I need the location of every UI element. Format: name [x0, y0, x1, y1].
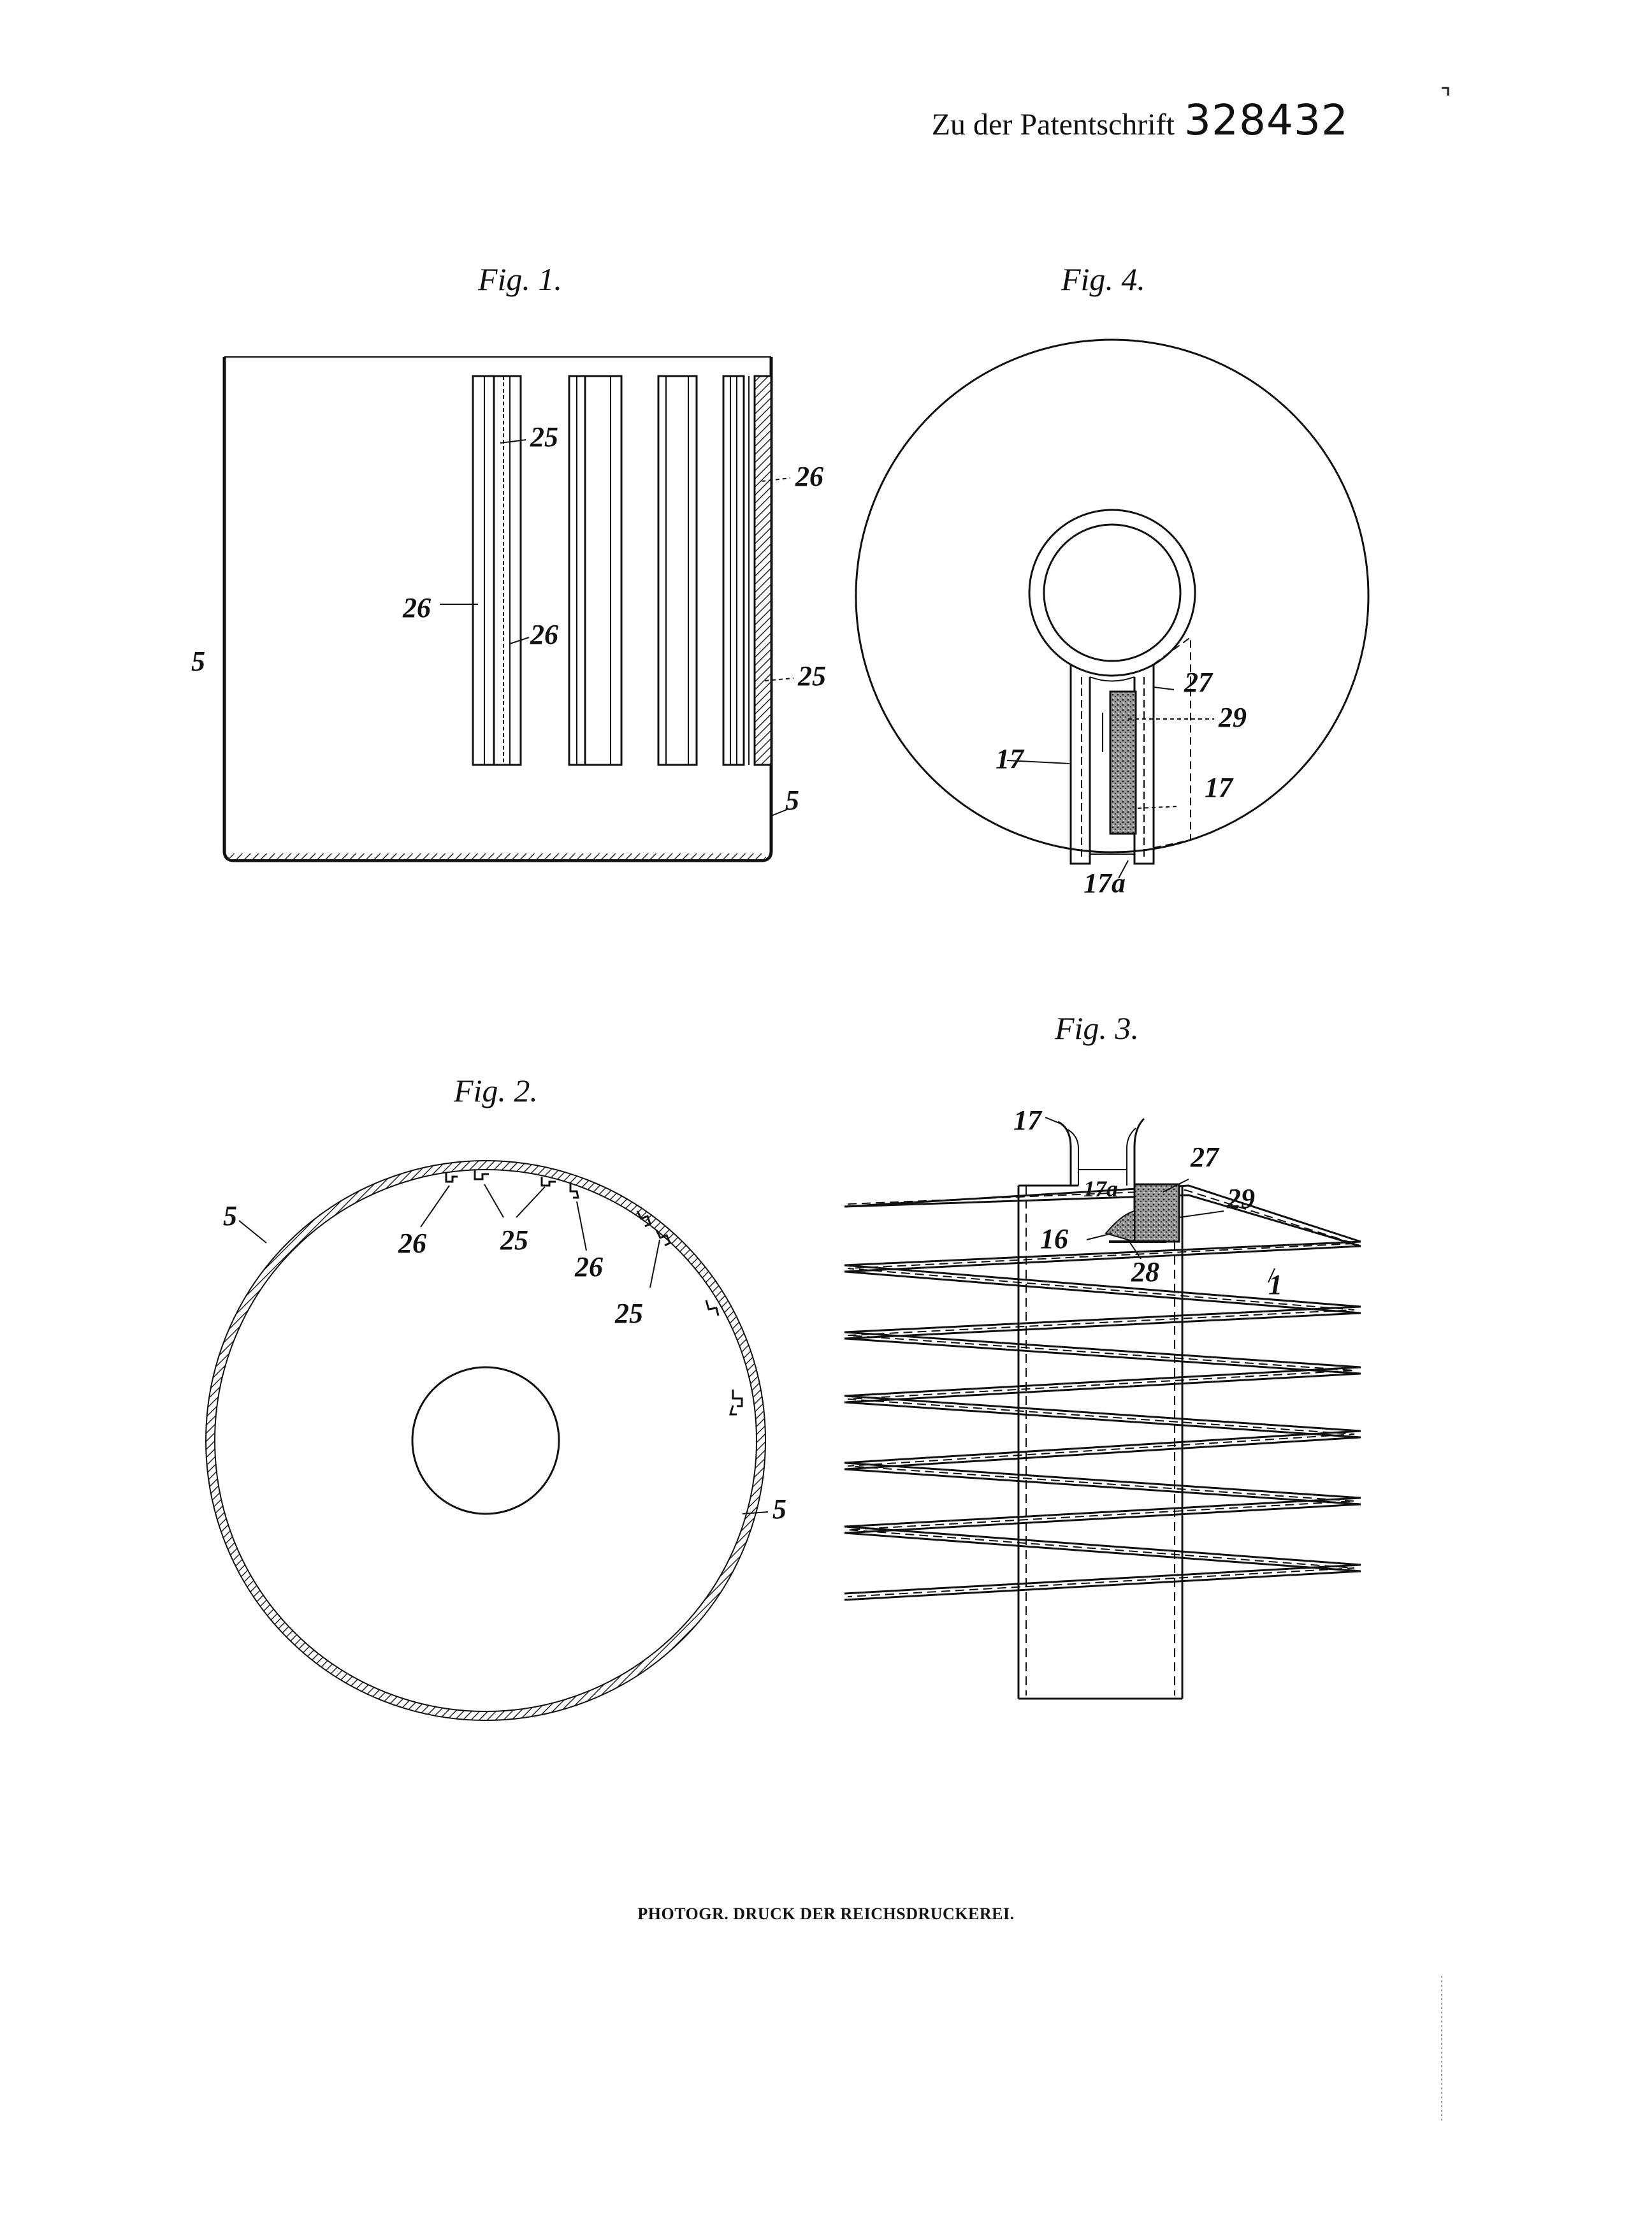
fig2-label-26-right: 26 [575, 1251, 603, 1282]
fig1-title: Fig. 1. [478, 261, 562, 297]
corner-mark [1442, 88, 1448, 96]
fig2-label-5-left: 5 [223, 1200, 237, 1231]
fig4-label-17-right: 17 [1205, 772, 1233, 803]
fig4-label-29: 29 [1219, 702, 1247, 733]
patent-number: 328432 [1184, 96, 1349, 145]
fig2-label-25-top: 25 [500, 1224, 528, 1256]
fig4-label-17a: 17a [1083, 868, 1126, 899]
fig2-label-25-right: 25 [615, 1298, 643, 1329]
fig2-label-5-right: 5 [772, 1493, 786, 1525]
fig1-label-26-right: 26 [795, 461, 823, 492]
fig4-title: Fig. 4. [1061, 261, 1145, 297]
fig3-label-17: 17 [1013, 1105, 1041, 1136]
fig3-label-16: 16 [1040, 1223, 1068, 1254]
fig2-section-drawing [206, 1161, 768, 1720]
printer-imprint: PHOTOGR. DRUCK DER REICHSDRUCKEREI. [637, 1905, 1015, 1923]
figure-3 [844, 1010, 1361, 1699]
fig2-title: Fig. 2. [454, 1073, 538, 1108]
fig3-label-28: 28 [1131, 1256, 1159, 1288]
fig3-label-27: 27 [1191, 1142, 1219, 1173]
fig1-label-5-left: 5 [191, 646, 205, 677]
fig2-label-26-left: 26 [398, 1228, 426, 1259]
fig1-label-26-middle: 26 [530, 619, 558, 650]
fig1-label-25-top: 25 [530, 421, 558, 453]
header-prefix: Zu der Patentschrift [931, 108, 1175, 142]
fig3-spiral-drawing [844, 1117, 1361, 1699]
fig3-title: Fig. 3. [1055, 1010, 1139, 1046]
fig1-label-26-left: 26 [403, 592, 431, 623]
fig3-label-17a: 17a [1083, 1176, 1118, 1201]
fig4-label-27: 27 [1184, 667, 1212, 698]
fig3-label-29: 29 [1227, 1183, 1255, 1214]
fig3-label-1: 1 [1268, 1269, 1282, 1300]
fig4-label-17-left: 17 [996, 743, 1024, 774]
fig4-disc-drawing [856, 340, 1368, 878]
figure-4 [856, 261, 1368, 899]
fig1-label-25-right: 25 [798, 660, 826, 692]
fig1-label-5-right: 5 [785, 785, 799, 816]
figure-2 [206, 1073, 786, 1720]
fig1-container-drawing [224, 357, 793, 860]
figure-1 [191, 261, 826, 860]
